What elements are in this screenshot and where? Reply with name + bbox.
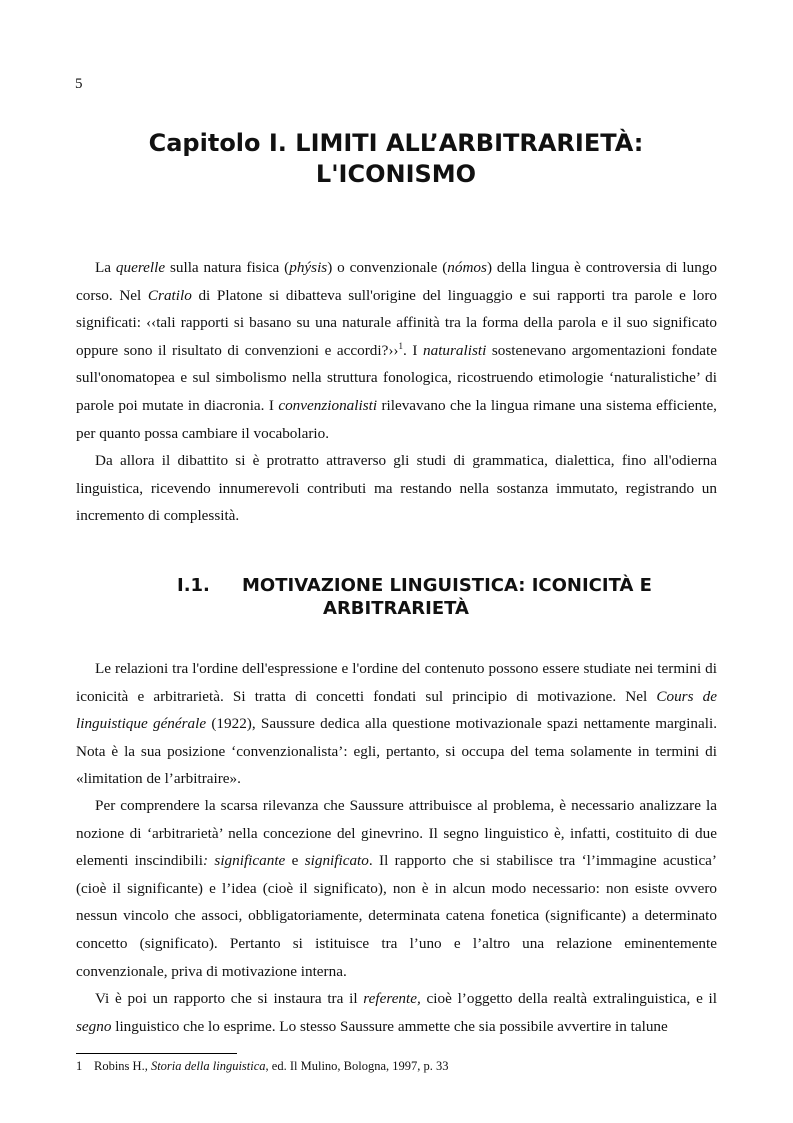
text-run: Robins H., [94, 1059, 151, 1073]
text-run: linguistico che lo esprime. Lo stesso Saussure ammette che sia possibile avvertire in talune [111, 1017, 668, 1035]
footnote-number: 1 [76, 1059, 83, 1073]
italic-term: significato [304, 852, 369, 870]
italic-term: : significante [203, 852, 286, 870]
text-run: di Platone si dibatteva sull'origine del linguaggio e sui rapporti tra parole e loro significati: ‹‹tali rapporti si basano su una naturale affinità tra la forma della parola e il suo significato oppure sono il risultato di convenzioni e accordi?›› [76, 286, 717, 359]
text-run: e [285, 852, 305, 870]
italic-term: referente, [363, 990, 421, 1007]
italic-term: Storia della linguistica [150, 1059, 266, 1073]
text-run: La [95, 259, 116, 276]
section-paragraph-1 [76, 655, 717, 793]
text-run: sulla natura fisica ( [165, 259, 290, 276]
italic-term: phýsis [289, 259, 328, 276]
chapter-title-line-2: L'ICONISMO [315, 160, 477, 188]
text-run: cioè l’oggetto della realtà extralinguistica, e il [420, 990, 717, 1007]
italic-term: querelle [115, 259, 166, 276]
text-run: ) o convenzionale ( [327, 259, 448, 276]
text-run: ) della lingua è controversia di lungo corso. Nel [76, 259, 718, 304]
text-run: . Il rapporto che si stabilisce tra ‘l’immagine acustica’ (cioè il significante) e l’idea (cioè il significato), non è in alcun modo necessario: non esiste ovvero nessun vincolo che associ, obbligatoriamente, determinata catena fonetica (significante) a determinato concetto (significato). Pertanto si istituisce tra l’uno e l’altro una relazione eminentemente convenzionale, priva di motivazione interna. [76, 852, 717, 980]
italic-term: naturalisti [423, 341, 487, 359]
footnote [76, 1059, 449, 1074]
intro-paragraph-1 [76, 254, 717, 447]
footnote-separator [76, 1053, 237, 1054]
italic-term: segno [76, 1017, 112, 1035]
italic-term: nómos [447, 259, 487, 276]
text-run: Da allora il dibattito si è protratto attraverso gli studi di grammatica, dialettica, fino all'odierna linguistica, ricevendo innumerevoli contributi ma restando nella sostanza immutato, registrando un incremento di complessità. [76, 452, 717, 525]
chapter-title-line-1: Capitolo I. LIMITI ALL’ARBITRARIETÀ: [148, 129, 644, 157]
section-number: I.1. [177, 575, 210, 596]
italic-term: convenzionalisti [278, 396, 378, 414]
text-run: Per comprendere la scarsa rilevanza che Saussure attribuisce al problema, è necessario analizzare la nozione di ‘arbitrarietà’ nella concezione del ginevrino. Il segno linguistico è, infatti, costituito di due elementi inscindibili [76, 797, 717, 870]
text-run: (1922), Saussure dedica alla questione motivazionale spazi nettamente marginali. Nota è la sua posizione ‘convenzionalista’: egli, pertanto, si occupa del tema solamente in termini di «limitation de l’arbitraire». [76, 715, 717, 788]
section-paragraph-3 [76, 985, 717, 1040]
text-run: . I [402, 341, 423, 359]
text-run: Le relazioni tra l'ordine dell'espressione e l'ordine del contenuto possono essere studiate nei termini di iconicità e arbitrarietà. Si tratta di concetti fondati sul principio di motivazione. Nel [76, 660, 717, 705]
section-title-line-2: ARBITRARIETÀ [323, 598, 469, 619]
italic-term: Cours de linguistique générale [76, 687, 717, 733]
text-run: rilevavano che la lingua rimane una sistema efficiente, per quanto possa cambiare il vocabolario. [76, 396, 717, 442]
text-run: Vi è poi un rapporto che si instaura tra il [95, 990, 364, 1007]
text-run: sostenevano argomentazioni fondate sull'onomatopea e sul simbolismo nella struttura fonologica, ricostruendo etimologie ‘naturalistiche’ di parole poi mutate in diacronia. I [76, 341, 717, 414]
section-title-line-1: MOTIVAZIONE LINGUISTICA: ICONICITÀ E [242, 575, 652, 596]
italic-term: Cratilo [147, 286, 192, 304]
footnote-ref: 1 [398, 340, 403, 351]
section-paragraph-2 [76, 792, 717, 985]
text-run: , ed. Il Mulino, Bologna, 1997, p. 33 [265, 1059, 449, 1073]
page-number: 5 [75, 76, 83, 92]
footnote-text [94, 1059, 449, 1073]
intro-paragraph-2 [76, 447, 717, 530]
chapter-title [76, 128, 716, 190]
